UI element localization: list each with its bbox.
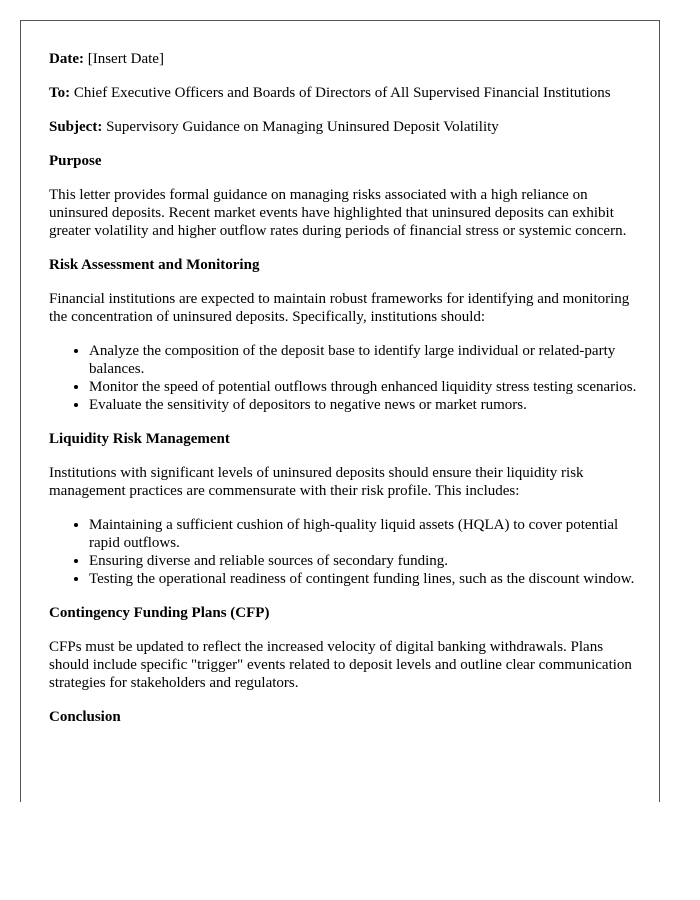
subject-label: Subject: xyxy=(49,119,103,135)
to-value: Chief Executive Officers and Boards of Directors of All Supervised Financial Institutions xyxy=(73,85,611,101)
risk-list xyxy=(49,342,639,414)
list-item: • Testing the operational readiness of contingent funding lines, such as the discount window. xyxy=(89,570,639,588)
to-label: To: xyxy=(49,85,71,101)
conclusion-heading: Conclusion xyxy=(49,709,121,725)
liquidity-heading: Liquidity Risk Management xyxy=(49,431,230,447)
liquidity-list xyxy=(49,516,639,588)
letter-content xyxy=(49,50,639,742)
to-line xyxy=(49,84,639,102)
cfp-heading: Contingency Funding Plans (CFP) xyxy=(49,605,270,621)
purpose-body: This letter provides formal guidance on managing risks associated with a high reliance on uninsured deposits. Recent market events have highlighted that uninsured deposits can exhibit greater volatility and higher outflow rates during periods of financial stress or systemic concern. xyxy=(49,187,627,239)
subject-line xyxy=(49,118,639,136)
subject-value: Supervisory Guidance on Managing Uninsured Deposit Volatility xyxy=(106,119,499,135)
list-item: • Evaluate the sensitivity of depositors to negative news or market rumors. xyxy=(89,396,639,414)
cfp-body: CFPs must be updated to reflect the increased velocity of digital banking withdrawals. Plans should include specific "trigger" events related to deposit levels and outline clear communication strategies for stakeholders and regulators. xyxy=(49,639,632,691)
date-line xyxy=(49,50,639,68)
date-value: [Insert Date] xyxy=(87,51,164,67)
risk-body: Financial institutions are expected to maintain robust frameworks for identifying and monitoring the concentration of uninsured deposits. Specifically, institutions should: xyxy=(49,291,630,325)
list-item: • Maintaining a sufficient cushion of high-quality liquid assets (HQLA) to cover potential rapid outflows. xyxy=(89,516,639,552)
list-item: • Monitor the speed of potential outflows through enhanced liquidity stress testing scenarios. xyxy=(89,378,639,396)
letter-page xyxy=(20,20,660,802)
purpose-heading: Purpose xyxy=(49,153,102,169)
date-label: Date: xyxy=(49,51,84,67)
liquidity-body: Institutions with significant levels of uninsured deposits should ensure their liquidity risk management practices are commensurate with their risk profile. This includes: xyxy=(49,465,584,499)
risk-heading: Risk Assessment and Monitoring xyxy=(49,257,260,273)
list-item: • Ensuring diverse and reliable sources of secondary funding. xyxy=(89,552,639,570)
list-item: • Analyze the composition of the deposit base to identify large individual or related-party balances. xyxy=(89,342,639,378)
